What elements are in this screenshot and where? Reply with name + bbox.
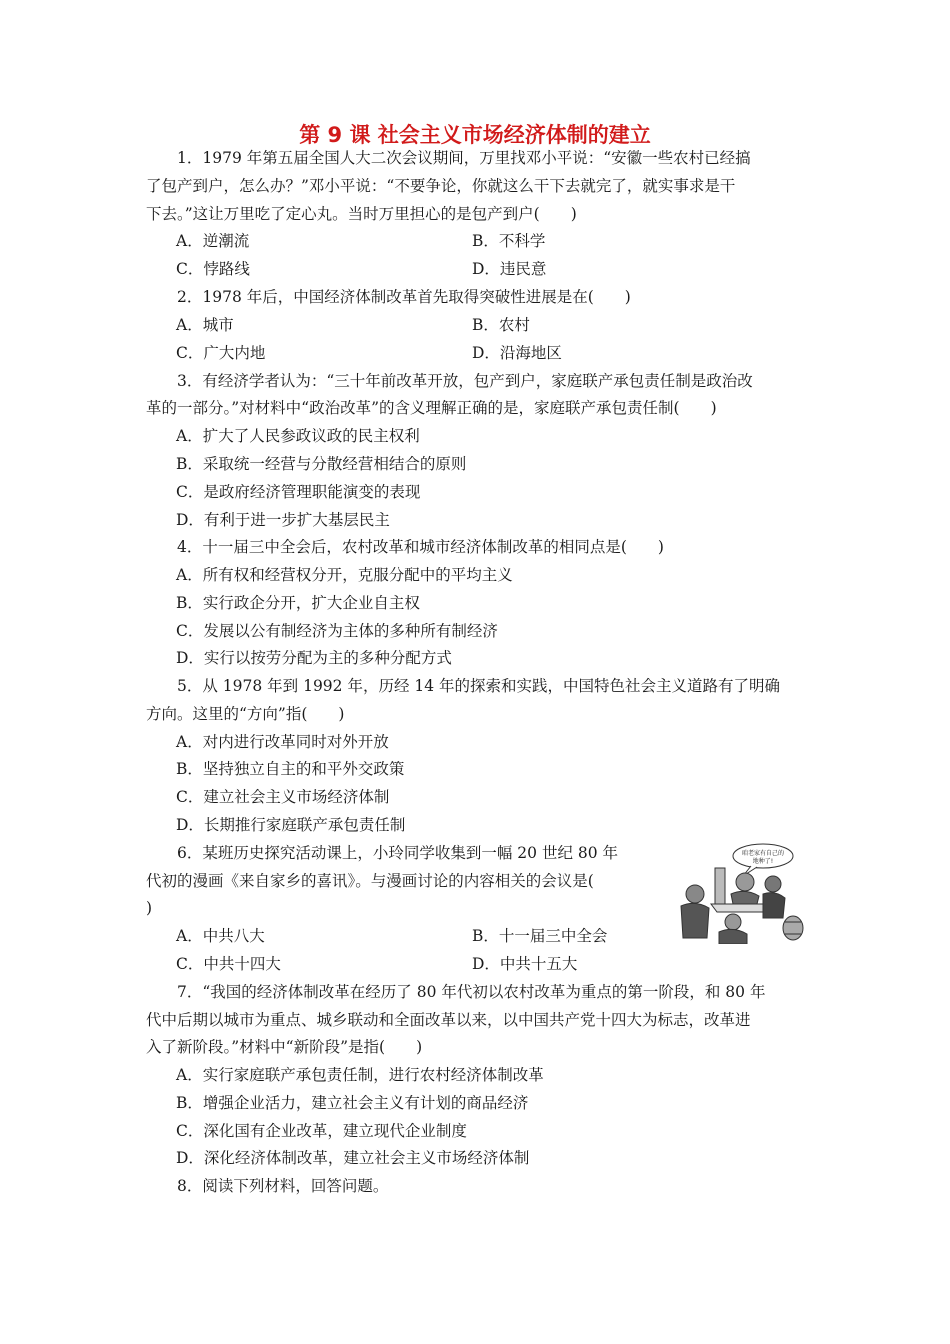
question-7-line-2: 代中后期以城市为重点、城乡联动和全面改革以来，以中国共产党十四大为标志，改革进: [146, 1011, 751, 1029]
question-5-option-c: C．建立社会主义市场经济体制: [176, 788, 390, 806]
question-6-option-b: B．十一届三中全会: [472, 927, 608, 945]
question-3-option-b: B．采取统一经营与分散经营相结合的原则: [176, 455, 467, 473]
question-3-line-1: 3．有经济学者认为：“三十年前改革开放，包产到户，家庭联产承包责任制是政治改: [177, 372, 753, 390]
question-7-line-1: 7．“我国的经济体制改革在经历了 80 年代初以农村改革为重点的第一阶段，和 80 年: [177, 983, 766, 1001]
comic-bubble-text-2: 地种了!: [752, 858, 774, 865]
question-5-option-b: B．坚持独立自主的和平外交政策: [176, 760, 405, 778]
comic-bubble-text-1: 咱老家有自己的: [741, 850, 785, 857]
question-3-option-a: A．扩大了人民参政议政的民主权利: [176, 427, 420, 445]
question-6-line-2: 代初的漫画《来自家乡的喜讯》。与漫画讨论的内容相关的会议是(: [146, 872, 594, 890]
question-6-line-3: ): [146, 899, 153, 917]
question-1-option-b: B．不科学: [472, 232, 546, 250]
question-5-option-a: A．对内进行改革同时对外开放: [176, 733, 389, 751]
question-8-line-1: 8．阅读下列材料，回答问题。: [177, 1177, 389, 1195]
question-6-option-c: C．中共十四大: [176, 955, 281, 973]
question-5-line-1: 5．从 1978 年到 1992 年，历经 14 年的探索和实践，中国特色社会主义道路有了明确: [177, 677, 781, 695]
question-1-line-3: 下去。”这让万里吃了定心丸。当时万里担心的是包产到户( ): [146, 205, 577, 223]
question-5-line-2: 方向。这里的“方向”指( ): [146, 705, 345, 723]
question-3-option-c: C．是政府经济管理职能演变的表现: [176, 483, 421, 501]
question-7-line-3: 入了新阶段。”材料中“新阶段”是指( ): [146, 1038, 423, 1056]
question-1-line-1: 1．1979 年第五届全国人大二次会议期间，万里找邓小平说：“安徽一些农村已经搞: [177, 149, 751, 167]
question-4-option-a: A．所有权和经营权分开，克服分配中的平均主义: [176, 566, 513, 584]
question-6-line-1: 6．某班历史探究活动课上，小玲同学收集到一幅 20 世纪 80 年: [177, 844, 619, 862]
question-4-option-c: C．发展以公有制经济为主体的多种所有制经济: [176, 622, 498, 640]
question-7-option-d: D．深化经济体制改革，建立社会主义市场经济体制: [176, 1149, 530, 1167]
question-3-line-2: 革的一部分。”对材料中“政治改革”的含义理解正确的是，家庭联产承包责任制( ): [146, 399, 717, 417]
question-7-option-a: A．实行家庭联产承包责任制，进行农村经济体制改革: [176, 1066, 544, 1084]
page-title: 第 9 课 社会主义市场经济体制的建立: [299, 123, 651, 147]
cartoon-illustration: [671, 842, 807, 944]
question-6-option-a: A．中共八大: [176, 927, 265, 945]
question-2-option-c: C．广大内地: [176, 344, 266, 362]
question-5-option-d: D．长期推行家庭联产承包责任制: [176, 816, 406, 834]
question-4-line-1: 4．十一届三中全会后，农村改革和城市经济体制改革的相同点是( ): [177, 538, 664, 556]
question-2-option-a: A．城市: [176, 316, 234, 334]
question-4-option-b: B．实行政企分开，扩大企业自主权: [176, 594, 420, 612]
question-1-option-c: C．悖路线: [176, 260, 250, 278]
question-7-option-c: C．深化国有企业改革，建立现代企业制度: [176, 1122, 467, 1140]
question-2-option-d: D．沿海地区: [472, 344, 562, 362]
question-1-option-a: A．逆潮流: [176, 232, 250, 250]
question-1-option-d: D．违民意: [472, 260, 547, 278]
cartoon-icon: [671, 842, 807, 944]
question-3-option-d: D．有利于进一步扩大基层民主: [176, 511, 390, 529]
question-1-line-2: 了包产到户，怎么办？”邓小平说：“不要争论，你就这么干下去就完了，就实事求是干: [146, 177, 736, 195]
question-2-line-1: 2．1978 年后，中国经济体制改革首先取得突破性进展是在( ): [177, 288, 631, 306]
question-7-option-b: B．增强企业活力，建立社会主义有计划的商品经济: [176, 1094, 529, 1112]
question-4-option-d: D．实行以按劳分配为主的多种分配方式: [176, 649, 452, 667]
question-2-option-b: B．农村: [472, 316, 530, 334]
question-6-option-d: D．中共十五大: [472, 955, 578, 973]
